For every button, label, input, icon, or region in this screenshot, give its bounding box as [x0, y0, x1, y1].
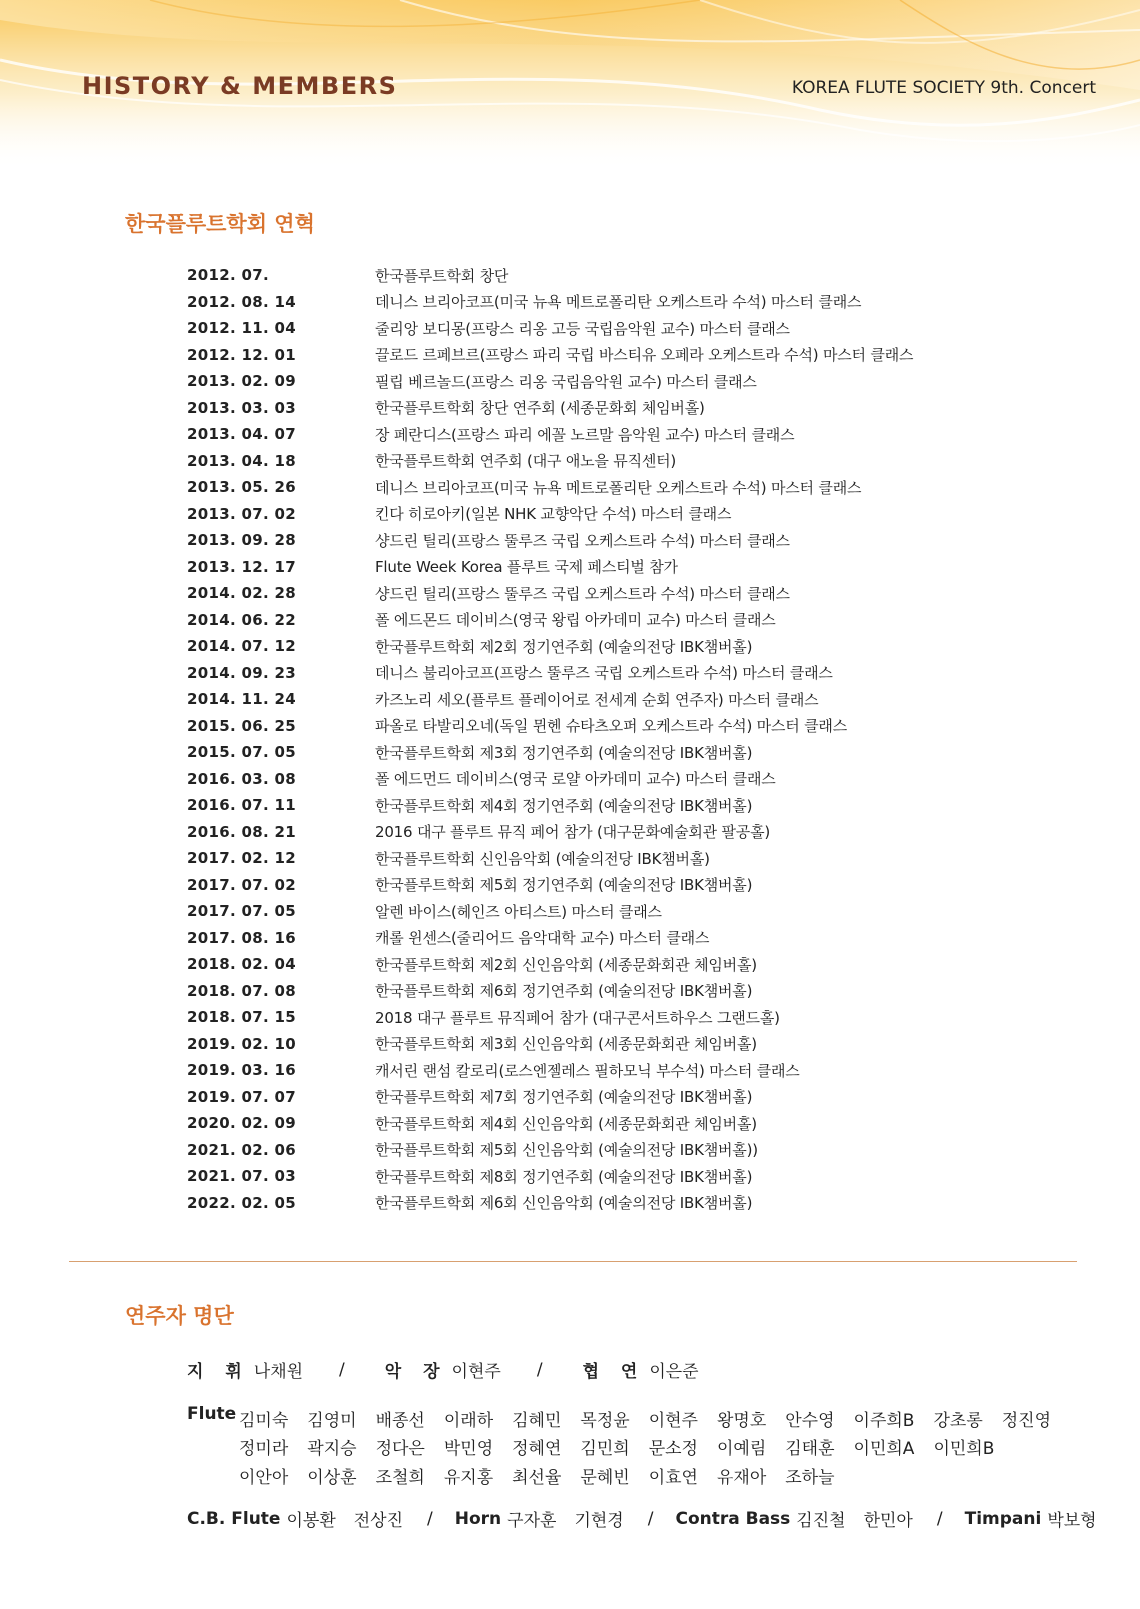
- history-date: 2015. 07. 05: [187, 743, 296, 762]
- history-row: [187, 898, 1087, 925]
- instrument-member-name: 박보형: [1047, 1511, 1097, 1531]
- history-row: [187, 1137, 1087, 1164]
- history-row: [187, 1057, 1087, 1084]
- history-date: 2013. 07. 02: [187, 504, 296, 523]
- flute-member-name: 정미라: [239, 1439, 289, 1460]
- instrument-member-name: 전상진: [353, 1511, 404, 1531]
- history-date: 2018. 07. 08: [187, 981, 296, 1000]
- history-date: 2018. 02. 04: [187, 955, 296, 974]
- history-event: 한국플루트학회 제3회 정기연주회 (예술의전당 IBK챔버홀): [375, 743, 753, 762]
- history-event: 킨다 히로아키(일본 NHK 교향악단 수석) 마스터 클래스: [375, 505, 732, 524]
- history-event: 폴 에드먼드 데이비스(영국 로얄 아카데미 교수) 마스터 클래스: [375, 770, 776, 789]
- history-date: 2016. 08. 21: [187, 822, 296, 841]
- instrument-member-name: 이봉환: [286, 1511, 336, 1531]
- flute-member-name: 이상훈: [307, 1467, 357, 1488]
- instrument-member-name: 기현경: [574, 1511, 624, 1531]
- flute-member-name: 이효연: [648, 1467, 698, 1488]
- history-event: 한국플루트학회 창단 연주회 (세종문화회 체임버홀): [375, 399, 705, 418]
- history-row: [187, 819, 1087, 846]
- flute-row: [239, 1461, 1039, 1490]
- history-date: 2014. 11. 24: [187, 690, 296, 709]
- flute-member-name: 정혜연: [512, 1439, 562, 1460]
- history-row: [187, 925, 1087, 952]
- history-row: [187, 1004, 1087, 1031]
- history-row: [187, 395, 1087, 422]
- flute-row: [239, 1433, 1039, 1462]
- history-event: 샹드린 틸리(프랑스 뚤루즈 국립 오케스트라 수석) 마스터 클래스: [375, 531, 790, 550]
- flute-member-name: 문혜빈: [580, 1467, 630, 1488]
- history-row: [187, 315, 1087, 342]
- history-event: 필립 베르놀드(프랑스 리옹 국립음악원 교수) 마스터 클래스: [375, 372, 757, 391]
- history-event: 장 페란디스(프랑스 파리 에꼴 노르말 음악원 교수) 마스터 클래스: [375, 425, 795, 444]
- history-event: 캐롤 윈센스(줄리어드 음악대학 교수) 마스터 클래스: [375, 929, 710, 948]
- header-title: HISTORY & MEMBERS: [82, 72, 398, 100]
- section-divider: [69, 1261, 1077, 1262]
- history-event: 한국플루트학회 제8회 정기연주회 (예술의전당 IBK챔버홀): [375, 1167, 753, 1186]
- history-event: 줄리앙 보디몽(프랑스 리옹 고등 국립음악원 교수) 마스터 클래스: [375, 319, 790, 338]
- history-event: 한국플루트학회 제4회 정기연주회 (예술의전당 IBK챔버홀): [375, 796, 753, 815]
- history-event: 한국플루트학회 제2회 신인음악회 (세종문화회관 체임버홀): [375, 955, 757, 974]
- separator-slash: /: [647, 1508, 654, 1529]
- flute-member-name: 이주희B: [853, 1410, 915, 1431]
- history-date: 2022. 02. 05: [187, 1193, 296, 1212]
- flute-member-name: 최선율: [512, 1467, 562, 1488]
- history-date: 2020. 02. 09: [187, 1114, 296, 1133]
- history-row: [187, 686, 1087, 713]
- history-row: [187, 1084, 1087, 1111]
- role-name: 이은준: [649, 1362, 699, 1382]
- history-event: 끌로드 르페브르(프랑스 파리 국립 바스티유 오페라 오케스트라 수석) 마스터 클래스: [375, 346, 914, 365]
- flute-member-name: 유재아: [716, 1467, 767, 1488]
- role-name: 이현주: [451, 1362, 501, 1382]
- history-event: 2018 대구 플루트 뮤직페어 참가 (대구콘서트하우스 그랜드홀): [375, 1008, 780, 1027]
- flute-member-name: 김미숙: [239, 1410, 289, 1431]
- history-row: [187, 633, 1087, 660]
- flute-member-name: 유지홍: [443, 1467, 494, 1488]
- history-date: 2012. 07.: [187, 266, 269, 285]
- history-event: 한국플루트학회 제5회 신인음악회 (예술의전당 IBK챔버홀)): [375, 1141, 758, 1160]
- history-event: Flute Week Korea 플루트 국제 페스티벌 참가: [375, 558, 678, 577]
- history-event: 한국플루트학회 제2회 정기연주회 (예술의전당 IBK챔버홀): [375, 637, 753, 656]
- history-event: 카즈노리 세오(플루트 플레이어로 전세계 순회 연주자) 마스터 클래스: [375, 690, 819, 709]
- flute-members: [239, 1404, 1052, 1490]
- history-section-title: 한국플루트학회 연혁: [125, 212, 315, 236]
- history-date: 2017. 07. 02: [187, 875, 296, 894]
- history-date: 2012. 12. 01: [187, 345, 296, 364]
- history-date: 2013. 05. 26: [187, 478, 296, 497]
- history-row: [187, 607, 1087, 634]
- members-section-title: 연주자 명단: [125, 1304, 234, 1328]
- history-date: 2018. 07. 15: [187, 1008, 296, 1027]
- history-row: [187, 766, 1087, 793]
- history-row: [187, 1110, 1087, 1137]
- instrument-label: Timpani: [964, 1508, 1042, 1529]
- history-date: 2019. 07. 07: [187, 1087, 296, 1106]
- history-date: 2012. 08. 14: [187, 292, 296, 311]
- flute-member-name: 박민영: [443, 1439, 494, 1460]
- flute-member-name: 이래하: [443, 1410, 494, 1431]
- flute-member-name: 안수영: [785, 1410, 835, 1431]
- history-date: 2017. 07. 05: [187, 902, 296, 921]
- history-row: [187, 792, 1087, 819]
- flute-member-name: 이예림: [716, 1439, 767, 1460]
- separator-slash: /: [936, 1508, 943, 1529]
- history-row: [187, 501, 1087, 528]
- history-event: 한국플루트학회 창단: [375, 266, 509, 285]
- history-date: 2014. 07. 12: [187, 637, 296, 656]
- history-date: 2019. 02. 10: [187, 1034, 296, 1053]
- history-event: 샹드린 틸리(프랑스 뚤루즈 국립 오케스트라 수석) 마스터 클래스: [375, 584, 790, 603]
- history-event: 2016 대구 플루트 뮤직 페어 참가 (대구문화예술회관 팔공홀): [375, 823, 771, 842]
- concert-title: KOREA FLUTE SOCIETY 9th. Concert: [791, 78, 1096, 98]
- history-row: [187, 845, 1087, 872]
- history-date: 2016. 03. 08: [187, 769, 296, 788]
- history-date: 2014. 06. 22: [187, 610, 296, 629]
- history-list: [187, 262, 1087, 1216]
- history-event: 폴 에드몬드 데이비스(영국 왕립 아카데미 교수) 마스터 클래스: [375, 611, 776, 630]
- separator-slash: /: [339, 1359, 345, 1380]
- role-label: 협 연: [582, 1362, 646, 1382]
- history-row: [187, 554, 1087, 581]
- history-event: 캐서린 랜섬 칼로리(로스엔젤레스 필하모닉 부수석) 마스터 클래스: [375, 1061, 800, 1080]
- separator-slash: /: [427, 1508, 433, 1529]
- history-row: [187, 739, 1087, 766]
- flute-member-name: 조하늘: [785, 1467, 835, 1488]
- history-date: 2014. 09. 23: [187, 663, 296, 682]
- history-row: [187, 713, 1087, 740]
- history-row: [187, 978, 1087, 1005]
- instrument-label: Contra Bass: [675, 1508, 791, 1529]
- flute-member-name: 김혜민: [512, 1410, 562, 1431]
- history-row: [187, 1031, 1087, 1058]
- instrument-label: C.B. Flute: [187, 1508, 281, 1529]
- history-event: 알렌 바이스(헤인즈 아티스트) 마스터 클래스: [375, 902, 662, 921]
- instrument-label: Horn: [454, 1508, 502, 1529]
- flute-member-name: 왕명호: [716, 1410, 767, 1431]
- flute-member-name: 조철희: [375, 1467, 425, 1488]
- history-row: [187, 951, 1087, 978]
- history-row: [187, 262, 1087, 289]
- flute-member-name: 이민희B: [933, 1439, 995, 1460]
- separator-slash: /: [536, 1359, 543, 1380]
- role-label: 지 휘: [187, 1362, 250, 1382]
- history-row: [187, 1190, 1087, 1217]
- history-row: [187, 580, 1087, 607]
- history-date: 2021. 02. 06: [187, 1140, 296, 1159]
- history-event: 한국플루트학회 제3회 신인음악회 (세종문화회관 체임버홀): [375, 1035, 757, 1054]
- flute-row: [239, 1404, 1052, 1433]
- flute-member-name: 문소정: [648, 1439, 698, 1460]
- history-event: 파올로 타발리오네(독일 뮌헨 슈타츠오퍼 오케스트라 수석) 마스터 클래스: [375, 717, 847, 736]
- history-row: [187, 342, 1087, 369]
- history-date: 2019. 03. 16: [187, 1061, 296, 1080]
- history-event: 데니스 브리아코프(미국 뉴욕 메트로폴리탄 오케스트라 수석) 마스터 클래스: [375, 478, 862, 497]
- history-date: 2021. 07. 03: [187, 1167, 296, 1186]
- flute-member-name: 곽지승: [307, 1439, 357, 1460]
- flute-member-name: 이현주: [648, 1410, 698, 1431]
- instrument-member-name: 김진철: [796, 1511, 846, 1531]
- history-event: 한국플루트학회 신인음악회 (예술의전당 IBK챔버홀): [375, 849, 710, 868]
- history-date: 2012. 11. 04: [187, 319, 296, 338]
- history-date: 2013. 04. 07: [187, 425, 296, 444]
- history-row: [187, 1163, 1087, 1190]
- history-row: [187, 872, 1087, 899]
- flute-member-name: 정진영: [1001, 1410, 1052, 1431]
- history-row: [187, 448, 1087, 475]
- history-row: [187, 474, 1087, 501]
- role-label: 악 장: [384, 1362, 448, 1382]
- flute-member-name: 김영미: [307, 1410, 357, 1431]
- flute-member-name: 이민희A: [853, 1439, 915, 1460]
- history-event: 한국플루트학회 제6회 정기연주회 (예술의전당 IBK챔버홀): [375, 982, 753, 1001]
- history-row: [187, 368, 1087, 395]
- history-date: 2017. 02. 12: [187, 849, 296, 868]
- flute-member-name: 정다은: [375, 1439, 425, 1460]
- role-name: 나채원: [253, 1362, 304, 1382]
- history-date: 2013. 02. 09: [187, 372, 296, 391]
- history-row: [187, 660, 1087, 687]
- flute-member-name: 김태훈: [785, 1439, 835, 1460]
- history-event: 한국플루트학회 제7회 정기연주회 (예술의전당 IBK챔버홀): [375, 1088, 753, 1107]
- history-date: 2016. 07. 11: [187, 796, 296, 815]
- history-row: [187, 527, 1087, 554]
- instrument-member-name: 구자훈: [507, 1511, 557, 1531]
- history-date: 2013. 03. 03: [187, 398, 296, 417]
- history-date: 2013. 12. 17: [187, 557, 296, 576]
- history-event: 한국플루트학회 연주회 (대구 애노을 뮤직센터): [375, 452, 677, 471]
- history-date: 2013. 09. 28: [187, 531, 296, 550]
- history-row: [187, 421, 1087, 448]
- other-instruments-row: [187, 1506, 1115, 1531]
- history-event: 한국플루트학회 제4회 신인음악회 (세종문화회관 체임버홀): [375, 1114, 757, 1133]
- history-event: 데니스 브리아코프(미국 뉴욕 메트로폴리탄 오케스트라 수석) 마스터 클래스: [375, 293, 862, 312]
- history-date: 2014. 02. 28: [187, 584, 296, 603]
- flute-member-name: 이안아: [239, 1467, 289, 1488]
- flute-label: Flute: [187, 1404, 237, 1424]
- flute-member-name: 강초롱: [933, 1410, 983, 1431]
- history-date: 2013. 04. 18: [187, 451, 296, 470]
- flute-member-name: 목정윤: [580, 1410, 630, 1431]
- roles-row: [187, 1357, 735, 1382]
- history-row: [187, 289, 1087, 316]
- history-event: 한국플루트학회 제5회 정기연주회 (예술의전당 IBK챔버홀): [375, 876, 753, 895]
- history-event: 한국플루트학회 제6회 신인음악회 (예술의전당 IBK챔버홀): [375, 1194, 753, 1213]
- flute-member-name: 배종선: [375, 1410, 425, 1431]
- history-date: 2015. 06. 25: [187, 716, 296, 735]
- flute-member-name: 김민희: [580, 1439, 630, 1460]
- instrument-member-name: 한민아: [863, 1511, 913, 1531]
- history-event: 데니스 불리아코프(프랑스 뚤루즈 국립 오케스트라 수석) 마스터 클래스: [375, 664, 833, 683]
- history-date: 2017. 08. 16: [187, 928, 296, 947]
